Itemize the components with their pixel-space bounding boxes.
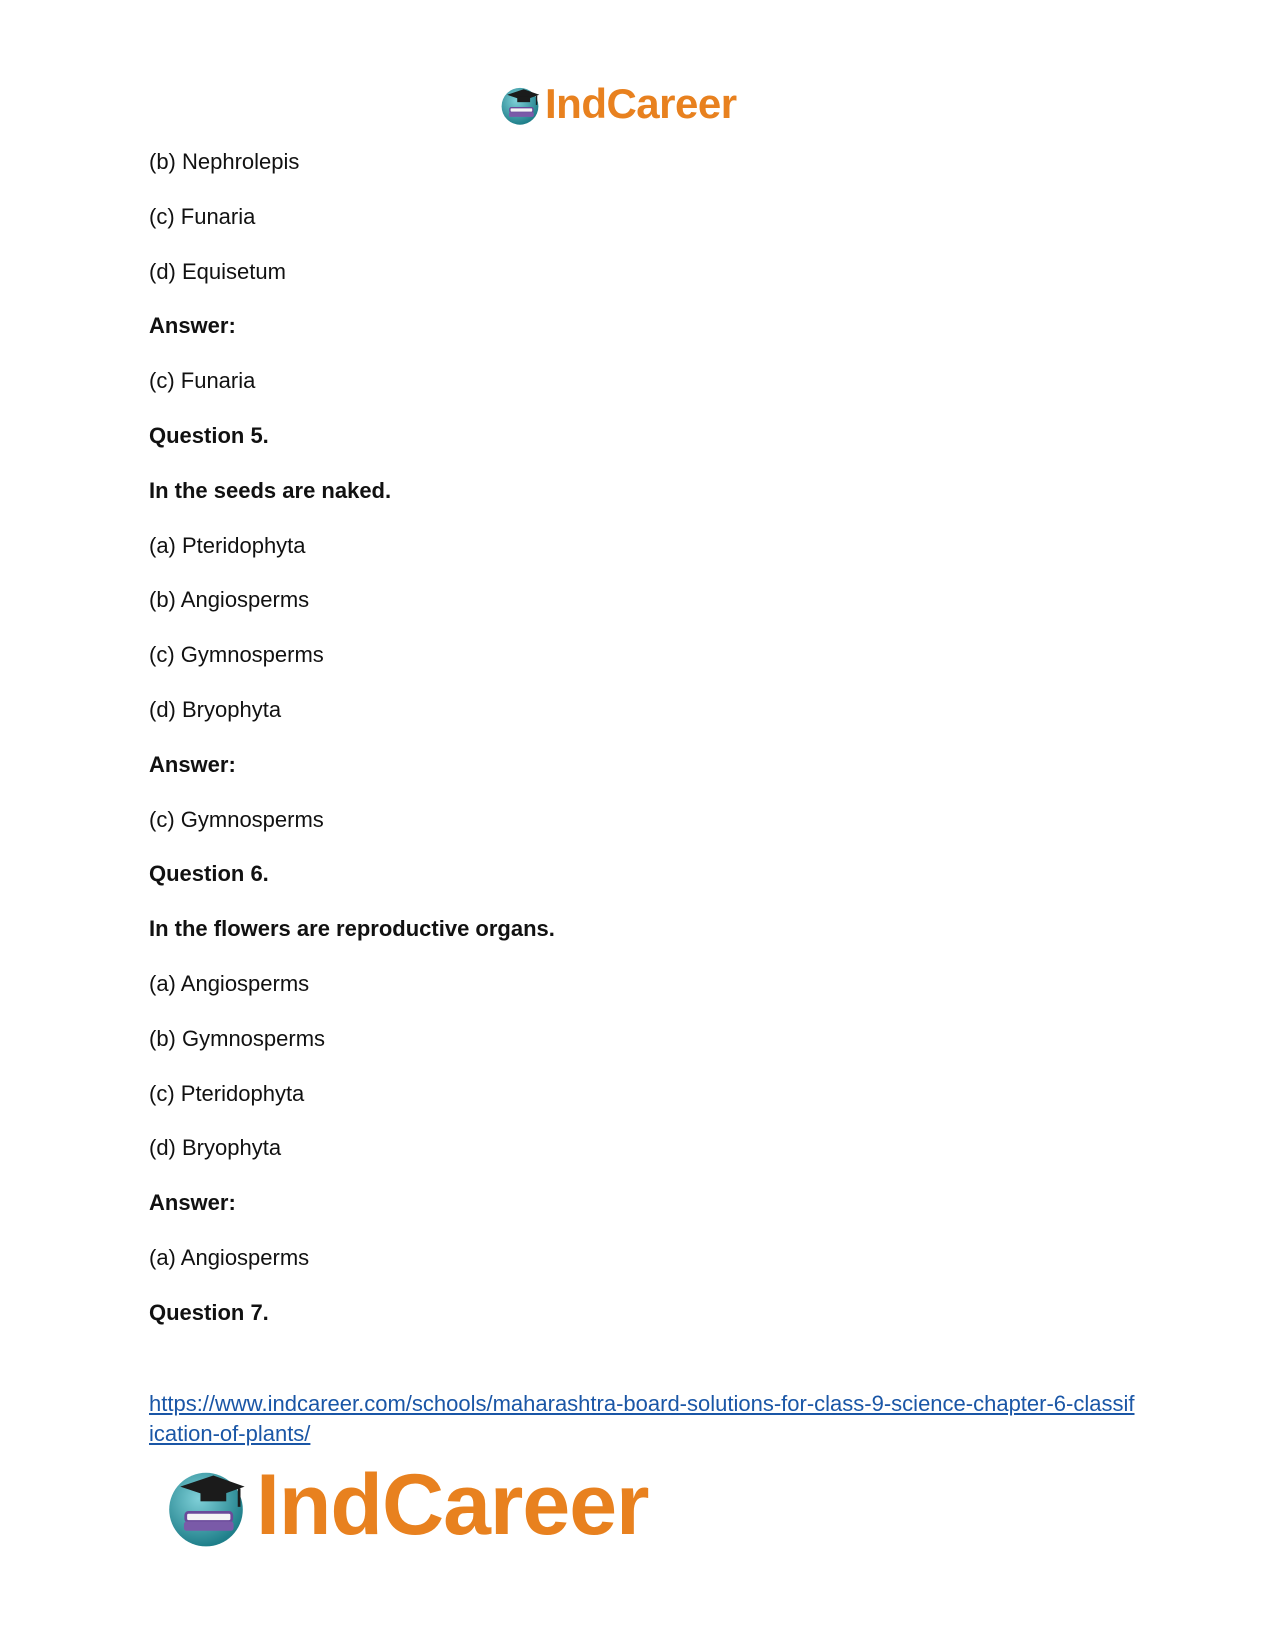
option-line: (c) Funaria xyxy=(149,368,256,394)
logo-wordmark: IndCareer xyxy=(545,80,737,127)
option-line: (c) Funaria xyxy=(149,203,256,229)
header-logo xyxy=(497,78,737,130)
option-line: (d) Equisetum xyxy=(149,258,286,284)
heading-line: Question 7. xyxy=(149,1299,269,1325)
graduation-globe-icon xyxy=(497,81,543,127)
heading-line: In the flowers are reproductive organs. xyxy=(149,916,555,942)
option-line: (a) Angiosperms xyxy=(149,1245,310,1270)
option-line: (b) Nephrolepis xyxy=(149,149,300,174)
source-link[interactable]: https://www.indcareer.com/schools/maharashtra-board-solutions-for-class-9-science-chapter-6-classification-of-plants/ xyxy=(149,1391,1135,1446)
option-line: (b) Angiosperms xyxy=(149,587,310,613)
heading-line: In the seeds are naked. xyxy=(149,477,392,503)
heading-line: Answer: xyxy=(149,313,236,339)
option-line: (c) Gymnosperms xyxy=(149,642,324,668)
graduation-globe-icon xyxy=(160,1459,252,1551)
option-line: (b) Gymnosperms xyxy=(149,1025,326,1051)
option-line: (c) Pteridophyta xyxy=(149,1080,305,1106)
logo-wordmark: IndCareer xyxy=(256,1456,649,1553)
option-line: (c) Gymnosperms xyxy=(149,806,324,832)
option-line: (a) Angiosperms xyxy=(149,971,310,996)
option-line: (a) Pteridophyta xyxy=(149,532,306,558)
option-line: (d) Bryophyta xyxy=(149,697,282,722)
heading-line: Question 5. xyxy=(149,423,269,448)
heading-line: Answer: xyxy=(149,1190,236,1216)
heading-line: Question 6. xyxy=(149,861,269,887)
option-line: (d) Bryophyta xyxy=(149,1135,282,1161)
footer-logo xyxy=(160,1455,649,1555)
heading-line: Answer: xyxy=(149,751,236,777)
